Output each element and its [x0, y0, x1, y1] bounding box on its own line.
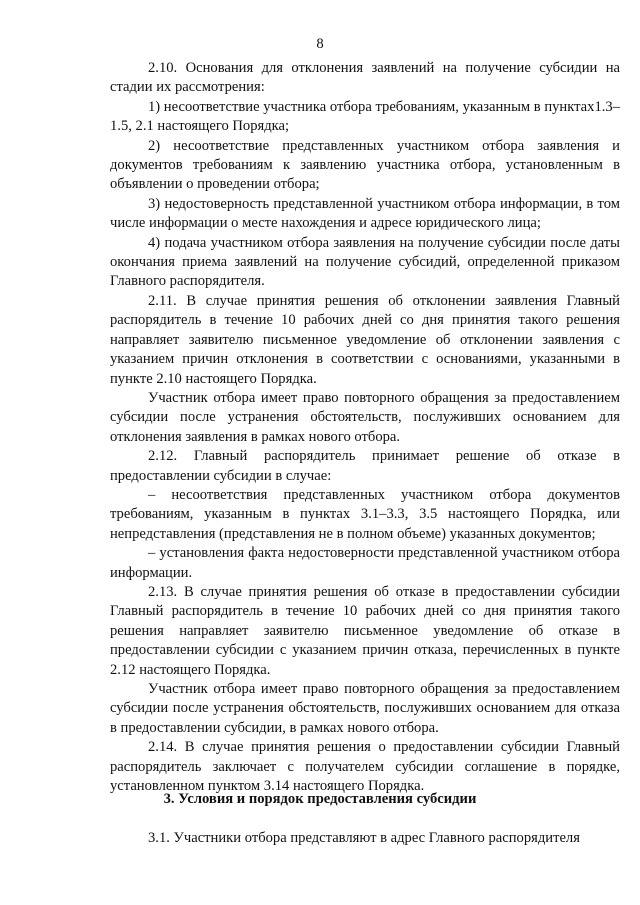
paragraph-2-10-item-3: 3) недостоверность представленной участником отбора информации, в том числе информации о месте нахождения и адресе юридического лица;: [110, 195, 620, 232]
paragraph-2-11-reapply: Участник отбора имеет право повторного обращения за предоставлением субсидии после устранения обстоятельств, послуживших основанием для отклонения заявления в рамках нового отбора.: [110, 389, 620, 445]
paragraph-2-14: 2.14. В случае принятия решения о предоставлении субсидии Главный распорядитель заключает с получателем субсидии соглашение в порядке, установленном пунктом 3.14 настоящего Порядка.: [110, 739, 620, 795]
paragraph-2-12: 2.12. Главный распорядитель принимает решение об отказе в предоставлении субсидии в случае:: [110, 448, 620, 484]
paragraph-2-12-item-2: – установления факта недостоверности представленной участником отбора информации.: [110, 545, 620, 581]
paragraph-2-10: 2.10. Основания для отклонения заявлений на получение субсидии на стадии их рассмотрения:: [110, 60, 620, 96]
document-body-continuation: [110, 829, 620, 848]
paragraph-2-13-reapply: Участник отбора имеет право повторного обращения за предоставлением субсидии после устранения обстоятельств, послуживших основанием для отказа в предоставлении субсидии, в рамках нового отбора.: [110, 681, 620, 736]
paragraph-2-10-item-1: 1) несоответствие участника отбора требованиям, указанным в пунктах1.3–1.5, 2.1 настоящего Порядка;: [110, 98, 620, 135]
paragraph-3-1: 3.1. Участники отбора представляют в адрес Главного распорядителя: [148, 830, 580, 846]
paragraph-2-11: 2.11. В случае принятия решения об отклонении заявления Главный распорядитель в течение 10 рабочих дней со дня принятия такого решения направляет заявителю письменное уведомление об отклонении заявления с указанием причин отклонения в соответствии с основаниями, указанными в пункте 2.10 настоящего Порядка.: [110, 292, 620, 387]
page-number: 8: [316, 36, 324, 52]
paragraph-2-13: 2.13. В случае принятия решения об отказе в предоставлении субсидии Главный распорядитель в течение 10 рабочих дней со дня принятия такого решения направляет заявителю письменное уведомление об отказе в предоставлении субсидии с указанием причин отказа, перечисленных в пункте 2.12 настоящего Порядка.: [110, 583, 620, 678]
paragraph-2-10-item-4: 4) подача участником отбора заявления на получение субсидии после даты окончания приема заявлений на получение субсидий, определенной приказом Главного распорядителя.: [110, 234, 620, 290]
document-body: [110, 59, 620, 796]
section-heading: 3. Условия и порядок предоставления субсидии: [163, 791, 477, 807]
paragraph-2-10-item-2: 2) несоответствие представленных участником отбора заявления и документов требованиям к заявлению участника отбора, установленным в объявлении о проведении отбора;: [110, 137, 620, 193]
paragraph-2-12-item-1: – несоответствия представленных участником отбора документов требованиям, указанным в пунктах 3.1–3.3, 3.5 настоящего Порядка, или непредставления (представления не в полном объеме) указанных документов;: [110, 486, 620, 542]
